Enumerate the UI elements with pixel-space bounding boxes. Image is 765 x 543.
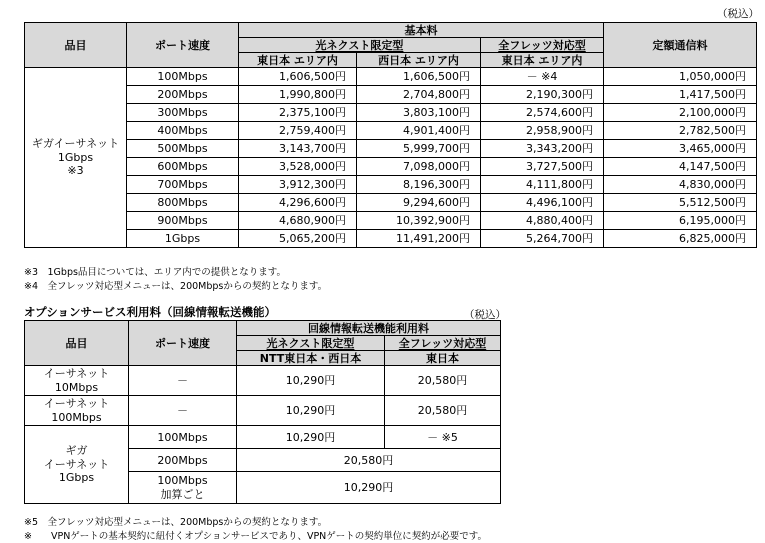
west-area-fee: 4,901,400円 xyxy=(357,122,481,140)
east-area-fee: 1,990,800円 xyxy=(239,86,357,104)
flets-fee: 2,190,300円 xyxy=(481,86,604,104)
flat-rate-fee: 6,825,000円 xyxy=(604,230,757,248)
table-row xyxy=(25,158,757,176)
flets-fee: 2,574,600円 xyxy=(481,104,604,122)
product-ethernet-10mbps: イーサネット 10Mbps xyxy=(25,366,129,396)
header-product: 品目 xyxy=(25,23,127,68)
table-row xyxy=(25,122,757,140)
flat-rate-fee: 2,100,000円 xyxy=(604,104,757,122)
header-port-speed: ポート速度 xyxy=(127,23,239,68)
west-area-fee: 11,491,200円 xyxy=(357,230,481,248)
flets-fee: － ※5 xyxy=(385,426,501,449)
east-area-fee: 3,143,700円 xyxy=(239,140,357,158)
header-basic-fee: 基本料 xyxy=(239,23,604,38)
option-service-table xyxy=(24,320,501,504)
tax-label-option: （税込） xyxy=(464,309,506,321)
product-ethernet-100mbps: イーサネット 100Mbps xyxy=(25,396,129,426)
west-area-fee: 7,098,000円 xyxy=(357,158,481,176)
east-area-fee: 1,606,500円 xyxy=(239,68,357,86)
table-row xyxy=(25,212,757,230)
port-speed: 200Mbps xyxy=(127,86,239,104)
product-giga-ethernet: ギガイーサネット 1Gbps ※3 xyxy=(25,68,127,248)
flat-rate-fee: 3,465,000円 xyxy=(604,140,757,158)
east-area-fee: 3,912,300円 xyxy=(239,176,357,194)
east-area-fee: 3,528,000円 xyxy=(239,158,357,176)
east-area-fee: 2,375,100円 xyxy=(239,104,357,122)
flets-fee: 3,343,200円 xyxy=(481,140,604,158)
flets-fee: 2,958,900円 xyxy=(481,122,604,140)
table-row xyxy=(25,194,757,212)
west-area-fee: 8,196,300円 xyxy=(357,176,481,194)
flets-fee: 20,580円 xyxy=(385,396,501,426)
flets-fee: 20,580円 xyxy=(385,366,501,396)
product-giga-ethernet: ギガ イーサネット 1Gbps xyxy=(25,426,129,504)
east-area-fee: 5,065,200円 xyxy=(239,230,357,248)
east-area-fee: 4,296,600円 xyxy=(239,194,357,212)
table-row xyxy=(25,176,757,194)
flets-fee: 4,496,100円 xyxy=(481,194,604,212)
note-3: ※3 1Gbps品目については、エリア内での提供となります。 xyxy=(24,267,286,278)
west-area-fee: 3,803,100円 xyxy=(357,104,481,122)
port-speed: 900Mbps xyxy=(127,212,239,230)
port-speed: － xyxy=(129,366,237,396)
header-flat-rate: 定額通信料 xyxy=(604,23,757,68)
west-area-fee: 5,999,700円 xyxy=(357,140,481,158)
port-speed: 500Mbps xyxy=(127,140,239,158)
table-row xyxy=(25,396,501,426)
note-vpn: ※ VPNゲートの基本契約に紐付くオプションサービスであり、VPNゲートの契約単位に契約が必要です。 xyxy=(24,531,488,542)
hikari-next-fee: 10,290円 xyxy=(237,396,385,426)
port-speed: 600Mbps xyxy=(127,158,239,176)
port-speed: － xyxy=(129,396,237,426)
port-speed: 800Mbps xyxy=(127,194,239,212)
flets-fee: 3,727,500円 xyxy=(481,158,604,176)
table-row xyxy=(25,366,501,396)
flat-rate-fee: 4,147,500円 xyxy=(604,158,757,176)
header-flets-east-area: 東日本 エリア内 xyxy=(481,53,604,68)
header-product: 品目 xyxy=(25,321,129,366)
west-area-fee: 1,606,500円 xyxy=(357,68,481,86)
west-area-fee: 9,294,600円 xyxy=(357,194,481,212)
table-row xyxy=(25,230,757,248)
header-flets-all: 全フレッツ対応型 xyxy=(481,38,604,53)
section-title-option-service: オプションサービス利用料（回線情報転送機能） xyxy=(24,305,276,319)
east-area-fee: 2,759,400円 xyxy=(239,122,357,140)
flat-rate-fee: 6,195,000円 xyxy=(604,212,757,230)
hikari-next-fee: 10,290円 xyxy=(237,366,385,396)
port-speed: 400Mbps xyxy=(127,122,239,140)
tax-label-top: （税込） xyxy=(717,8,759,20)
table-row xyxy=(25,140,757,158)
table-row xyxy=(25,86,757,104)
port-speed: 700Mbps xyxy=(127,176,239,194)
header-ntt-area: NTT東日本・西日本 xyxy=(237,351,385,366)
header-west-area: 西日本 エリア内 xyxy=(357,53,481,68)
port-speed: 200Mbps xyxy=(129,449,237,472)
flat-rate-fee: 4,830,000円 xyxy=(604,176,757,194)
flets-fee: 4,880,400円 xyxy=(481,212,604,230)
header-east: 東日本 xyxy=(385,351,501,366)
port-speed: 300Mbps xyxy=(127,104,239,122)
flets-fee: 5,264,700円 xyxy=(481,230,604,248)
header-transfer-fee: 回線情報転送機能利用料 xyxy=(237,321,501,336)
east-area-fee: 4,680,900円 xyxy=(239,212,357,230)
basic-fee-table xyxy=(24,22,757,248)
flets-fee: 4,111,800円 xyxy=(481,176,604,194)
combined-fee: 20,580円 xyxy=(237,449,501,472)
west-area-fee: 10,392,900円 xyxy=(357,212,481,230)
west-area-fee: 2,704,800円 xyxy=(357,86,481,104)
flat-rate-fee: 5,512,500円 xyxy=(604,194,757,212)
table-row xyxy=(25,104,757,122)
port-speed: 100Mbps 加算ごと xyxy=(129,472,237,504)
flets-fee: － ※4 xyxy=(481,68,604,86)
header-hikari-next: 光ネクスト限定型 xyxy=(237,336,385,351)
table-row xyxy=(25,426,501,449)
port-speed: 100Mbps xyxy=(127,68,239,86)
port-speed: 1Gbps xyxy=(127,230,239,248)
flat-rate-fee: 1,050,000円 xyxy=(604,68,757,86)
table-row xyxy=(25,68,757,86)
note-5: ※5 全フレッツ対応型メニューは、200Mbpsからの契約となります。 xyxy=(24,517,328,528)
port-speed: 100Mbps xyxy=(129,426,237,449)
hikari-next-fee: 10,290円 xyxy=(237,426,385,449)
combined-fee: 10,290円 xyxy=(237,472,501,504)
header-east-area: 東日本 エリア内 xyxy=(239,53,357,68)
header-flets-all: 全フレッツ対応型 xyxy=(385,336,501,351)
header-hikari-next: 光ネクスト限定型 xyxy=(239,38,481,53)
note-4: ※4 全フレッツ対応型メニューは、200Mbpsからの契約となります。 xyxy=(24,281,328,292)
header-port-speed: ポート速度 xyxy=(129,321,237,366)
flat-rate-fee: 1,417,500円 xyxy=(604,86,757,104)
flat-rate-fee: 2,782,500円 xyxy=(604,122,757,140)
